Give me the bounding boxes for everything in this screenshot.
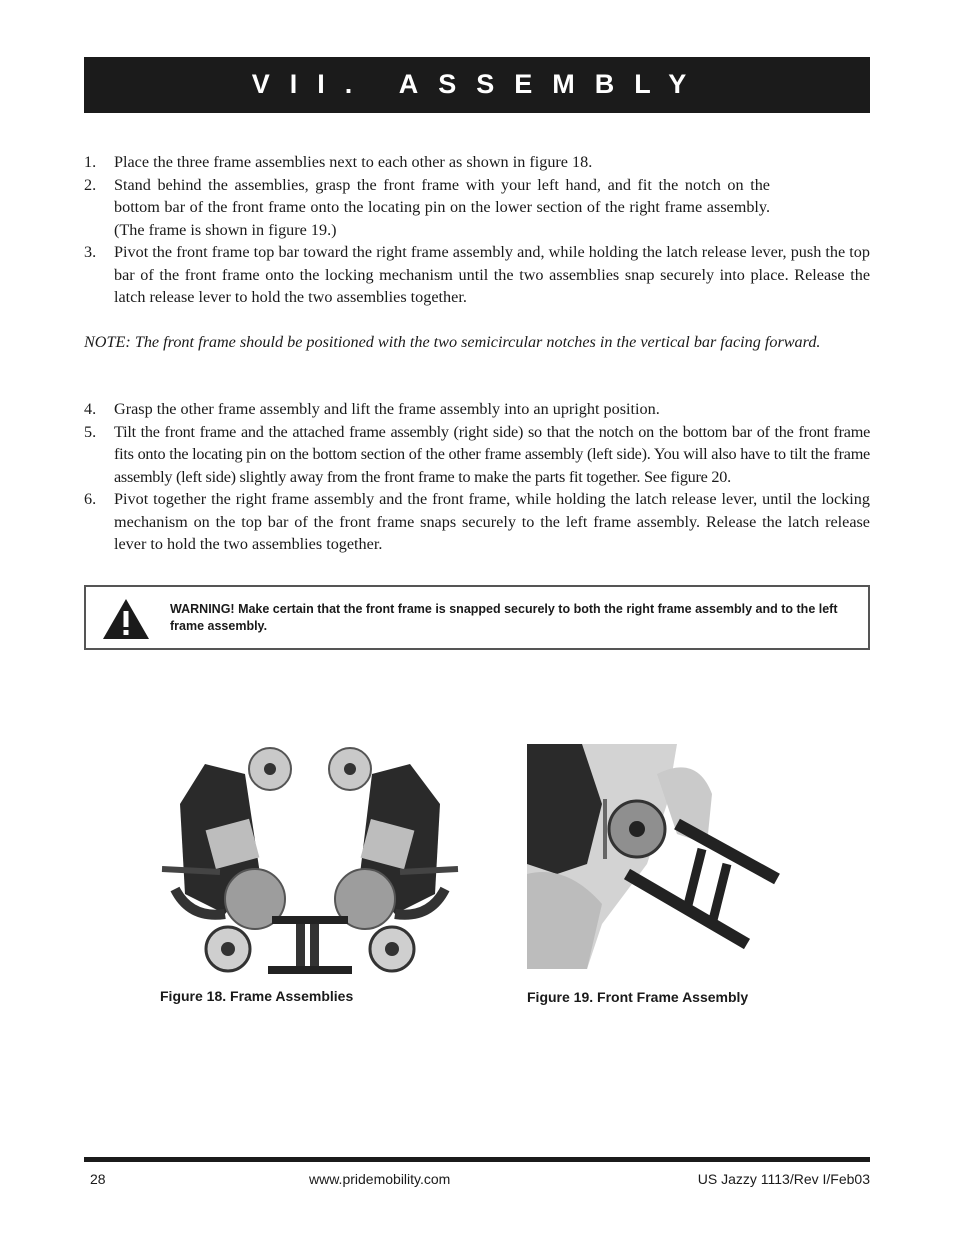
warning-label: WARNING!: [170, 602, 235, 616]
step-number: 5.: [84, 422, 97, 441]
step-number: 3.: [84, 243, 97, 261]
step-text: Pivot the front frame top bar toward the right frame assembly and, while holding the latch release lever, push the top bar of the front frame onto the locking mechanism until the two assemblies snap securely into place. Release the latch release lever to hold the two assemblies together.: [114, 243, 870, 306]
figure-19-image: [527, 744, 787, 969]
step-text: Grasp the other frame assembly and lift the frame assembly into an upright position.: [114, 400, 660, 418]
section-title: VII. ASSEMBLY: [251, 69, 707, 99]
section-banner: [84, 57, 870, 113]
step-text: Pivot together the right frame assembly and the front frame, while holding the latch release lever, until the locking mechanism on the top bar of the front frame snaps securely to the left frame assembly. Release the latch release lever to hold the two assemblies together.: [114, 490, 870, 553]
step-item: [84, 398, 870, 421]
note-paragraph: NOTE: The front frame should be positioned with the two semicircular notches in the vertical bar facing forward.: [84, 333, 821, 351]
step-number: 6.: [84, 490, 97, 508]
warning-message: Make certain that the front frame is snapped securely to both the right frame assembly and to the left frame assembly.: [170, 602, 838, 633]
document-id: US Jazzy 1113/Rev I/Feb03: [697, 1171, 870, 1187]
warning-text: [170, 601, 860, 634]
step-text: Tilt the front frame and the attached frame assembly (right side) so that the notch on the bottom bar of the front frame fits onto the locating pin on the bottom section of the other frame assembly (left side). You will also have to tilt the frame assembly (left side) slightly away from the front frame to make the parts fit together. See figure 20.: [114, 422, 870, 486]
step-number: 4.: [84, 400, 97, 418]
website-link[interactable]: www.pridemobility.com: [309, 1171, 451, 1187]
step-item: [84, 174, 870, 242]
steps-list-second: [84, 398, 870, 556]
warning-box: [84, 585, 870, 650]
step-item: [84, 488, 870, 556]
step-text: Place the three frame assemblies next to each other as shown in figure 18.: [114, 153, 593, 171]
figure-19-caption: Figure 19. Front Frame Assembly: [527, 989, 749, 1005]
steps-list-first: [84, 151, 870, 309]
warning-triangle-icon: [101, 597, 151, 641]
figure-18-caption: Figure 18. Frame Assemblies: [160, 988, 354, 1004]
step-item: [84, 241, 870, 309]
step-item: [84, 151, 870, 174]
step-item: [84, 421, 870, 489]
page-number: 28: [90, 1171, 106, 1187]
step-text: Stand behind the assemblies, grasp the front frame with your left hand, and fit the notch on the bottom bar of the front frame onto the locating pin on the lower section of the right frame assembly. (The frame is shown in figure 19.): [114, 175, 770, 239]
step-number: 1.: [84, 153, 97, 171]
figure-18-image: [150, 744, 465, 978]
footer-rule: [84, 1157, 870, 1162]
step-number: 2.: [84, 175, 97, 194]
